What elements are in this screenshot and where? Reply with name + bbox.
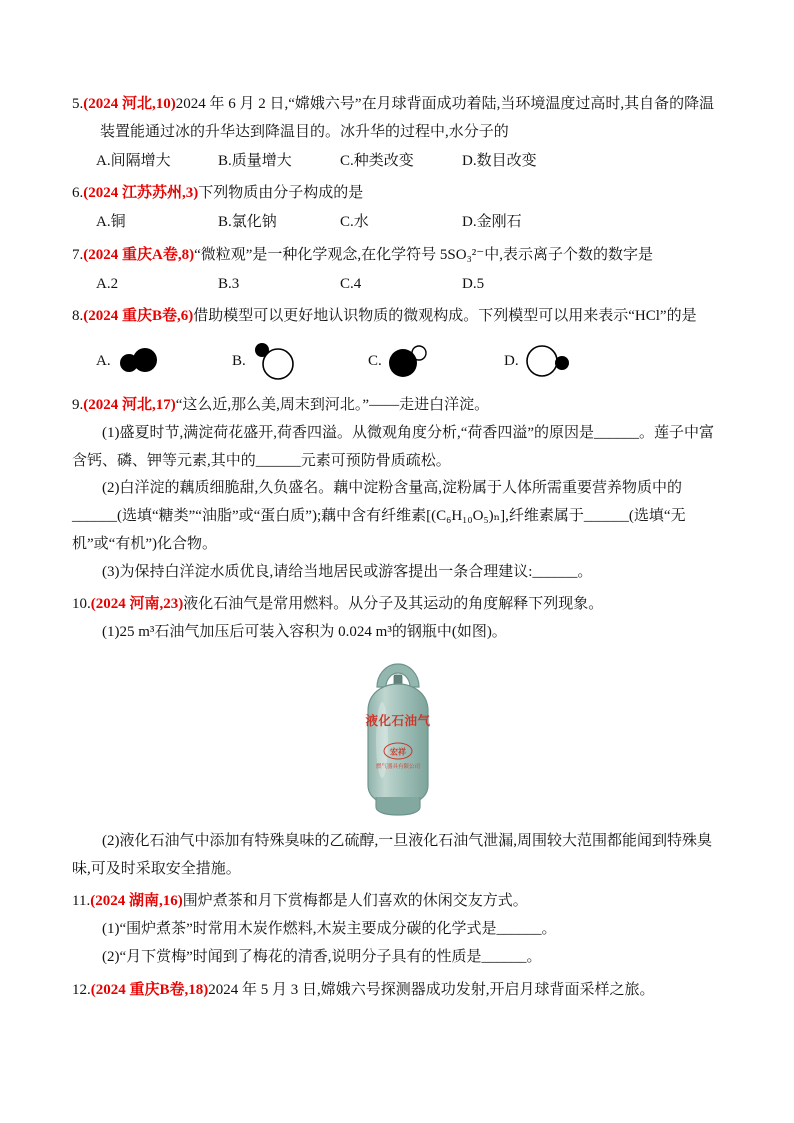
source-tag: (2024 重庆B卷,6) xyxy=(83,308,194,325)
option-b-label: B. xyxy=(232,352,246,369)
options-row xyxy=(96,209,724,237)
question-text: 2024 年 6 月 2 日,“嫦娥六号”在月球背面成功着陆,当环境温度过高时,其自备的降温装置能通过冰的升华达到降温目的。冰升华的过程中,水分子的 xyxy=(100,96,715,140)
gas-cylinder-figure xyxy=(72,655,724,822)
options-row xyxy=(96,271,724,299)
source-tag: (2024 湖南,16) xyxy=(90,893,183,910)
question-9-part-3: (3)为保持白洋淀水质优良,请给当地居民或游客提出一条合理建议:______。 xyxy=(102,563,593,580)
question-number: 10. xyxy=(72,596,91,613)
question-10-stem-line xyxy=(72,591,724,619)
model-option-c xyxy=(368,341,504,381)
source-tag: (2024 河南,23) xyxy=(90,596,184,613)
question-7-stem-line xyxy=(72,242,724,270)
source-tag: (2024 重庆B卷,18) xyxy=(90,981,209,998)
option-c: C.4 xyxy=(340,275,362,292)
question-9 xyxy=(72,392,724,586)
question-7 xyxy=(72,242,724,299)
question-text: “微粒观”是一种化学观念,在化学符号 5SO₃²⁻中,表示离子个数的数字是 xyxy=(194,246,653,263)
option-a: A.2 xyxy=(96,275,119,292)
two-filled-circles-model-icon xyxy=(116,343,160,379)
question-number: 5. xyxy=(72,96,84,112)
question-text: 2024 年 5 月 3 日,嫦娥六号探测器成功发射,开启月球背面采样之旅。 xyxy=(208,981,655,998)
small-filled-on-large-open-circle-model-icon xyxy=(251,340,297,382)
option-b: B.3 xyxy=(218,275,240,292)
source-tag: (2024 江苏苏州,3) xyxy=(83,185,199,202)
question-number: 11. xyxy=(72,893,91,910)
option-d: D.5 xyxy=(462,275,485,292)
model-option-b xyxy=(232,340,368,382)
model-options-row xyxy=(96,340,724,382)
question-number: 6. xyxy=(72,185,84,202)
large-open-with-small-filled-circle-model-icon xyxy=(524,342,572,380)
question-11-part-2: (2)“月下赏梅”时闻到了梅花的清香,说明分子具有的性质是______。 xyxy=(102,948,542,965)
cylinder-brand-text: 宏祥 xyxy=(390,747,406,757)
question-text: 围炉煮茶和月下赏梅都是人们喜欢的休闲交友方式。 xyxy=(182,893,528,910)
source-tag: (2024 河北,17) xyxy=(83,397,176,413)
option-b: B.质量增大 xyxy=(218,152,292,169)
question-12 xyxy=(72,977,724,1005)
question-8 xyxy=(72,303,724,382)
question-11 xyxy=(72,888,724,971)
cylinder-company-text: 燃气器具有限公司 xyxy=(375,763,421,770)
question-6 xyxy=(72,180,724,237)
option-c-label: C. xyxy=(368,352,382,369)
question-text: “这么近,那么美,周末到河北。”——走进白洋淀。 xyxy=(175,397,490,413)
question-text: 借助模型可以更好地认识物质的微观构成。下列模型可以用来表示“HCl”的是 xyxy=(193,308,697,325)
question-text: 液化石油气是常用燃料。从分子及其运动的角度解释下列现象。 xyxy=(183,596,604,613)
question-number: 7. xyxy=(72,246,84,263)
question-number: 8. xyxy=(72,308,84,325)
question-6-stem-line xyxy=(72,180,724,208)
question-8-stem-line xyxy=(72,303,724,331)
question-10-part-1: (1)25 m³石油气加压后可装入容积为 0.024 m³的钢瓶中(如图)。 xyxy=(102,624,507,640)
question-12-stem-line xyxy=(72,977,724,1005)
question-10-part-2: (2)液化石油气中添加有特殊臭味的乙硫醇,一旦液化石油气泄漏,周围较大范围都能闻到特殊臭味,可及时采取安全措施。 xyxy=(72,832,712,877)
question-text: 下列物质由分子构成的是 xyxy=(198,185,364,202)
source-tag: (2024 河北,10) xyxy=(83,96,176,112)
question-9-part-1: (1)盛夏时节,满淀荷花盛开,荷香四溢。从微观角度分析,“荷香四溢”的原因是______。莲子中富含钙、磷、钾等元素,其中的______元素可预防骨质疏松。 xyxy=(72,424,715,469)
option-a: A.铜 xyxy=(96,214,126,230)
question-9-part-2: (2)白洋淀的藕质细脆甜,久负盛名。藕中淀粉含量高,淀粉属于人体所需重要营养物质中的______(选填“糖类”“油脂”或“蛋白质”);藕中含有纤维素[(C₆H₁₀O₅)ₙ],纤维素属于______(选填“无机”或“有机”)化合物。 xyxy=(72,480,686,552)
option-d: D.金刚石 xyxy=(462,214,522,230)
question-10 xyxy=(72,591,724,883)
options-row xyxy=(96,148,724,176)
question-5 xyxy=(72,91,724,175)
question-number: 12. xyxy=(72,981,91,998)
option-a: A.间隔增大 xyxy=(96,152,171,169)
option-a-label: A. xyxy=(96,352,111,369)
source-tag: (2024 重庆A卷,8) xyxy=(83,246,195,263)
gas-cylinder-image xyxy=(342,655,454,817)
option-d-label: D. xyxy=(504,352,519,369)
question-11-part-1: (1)“围炉煮茶”时常用木炭作燃料,木炭主要成分碳的化学式是______。 xyxy=(102,921,557,937)
question-11-stem-line xyxy=(72,888,724,916)
option-c: C.种类改变 xyxy=(340,152,414,169)
question-number: 9. xyxy=(72,397,84,413)
model-option-d xyxy=(504,342,640,380)
option-b: B.氯化钠 xyxy=(218,214,277,230)
large-filled-with-small-open-circle-model-icon xyxy=(387,341,433,381)
cylinder-label-text: 液化石油气 xyxy=(365,713,431,728)
question-9-stem-line xyxy=(72,392,724,420)
option-c: C.水 xyxy=(340,214,369,230)
question-5-stem-line xyxy=(72,91,724,147)
model-option-a xyxy=(96,343,232,379)
option-d: D.数目改变 xyxy=(462,152,537,169)
